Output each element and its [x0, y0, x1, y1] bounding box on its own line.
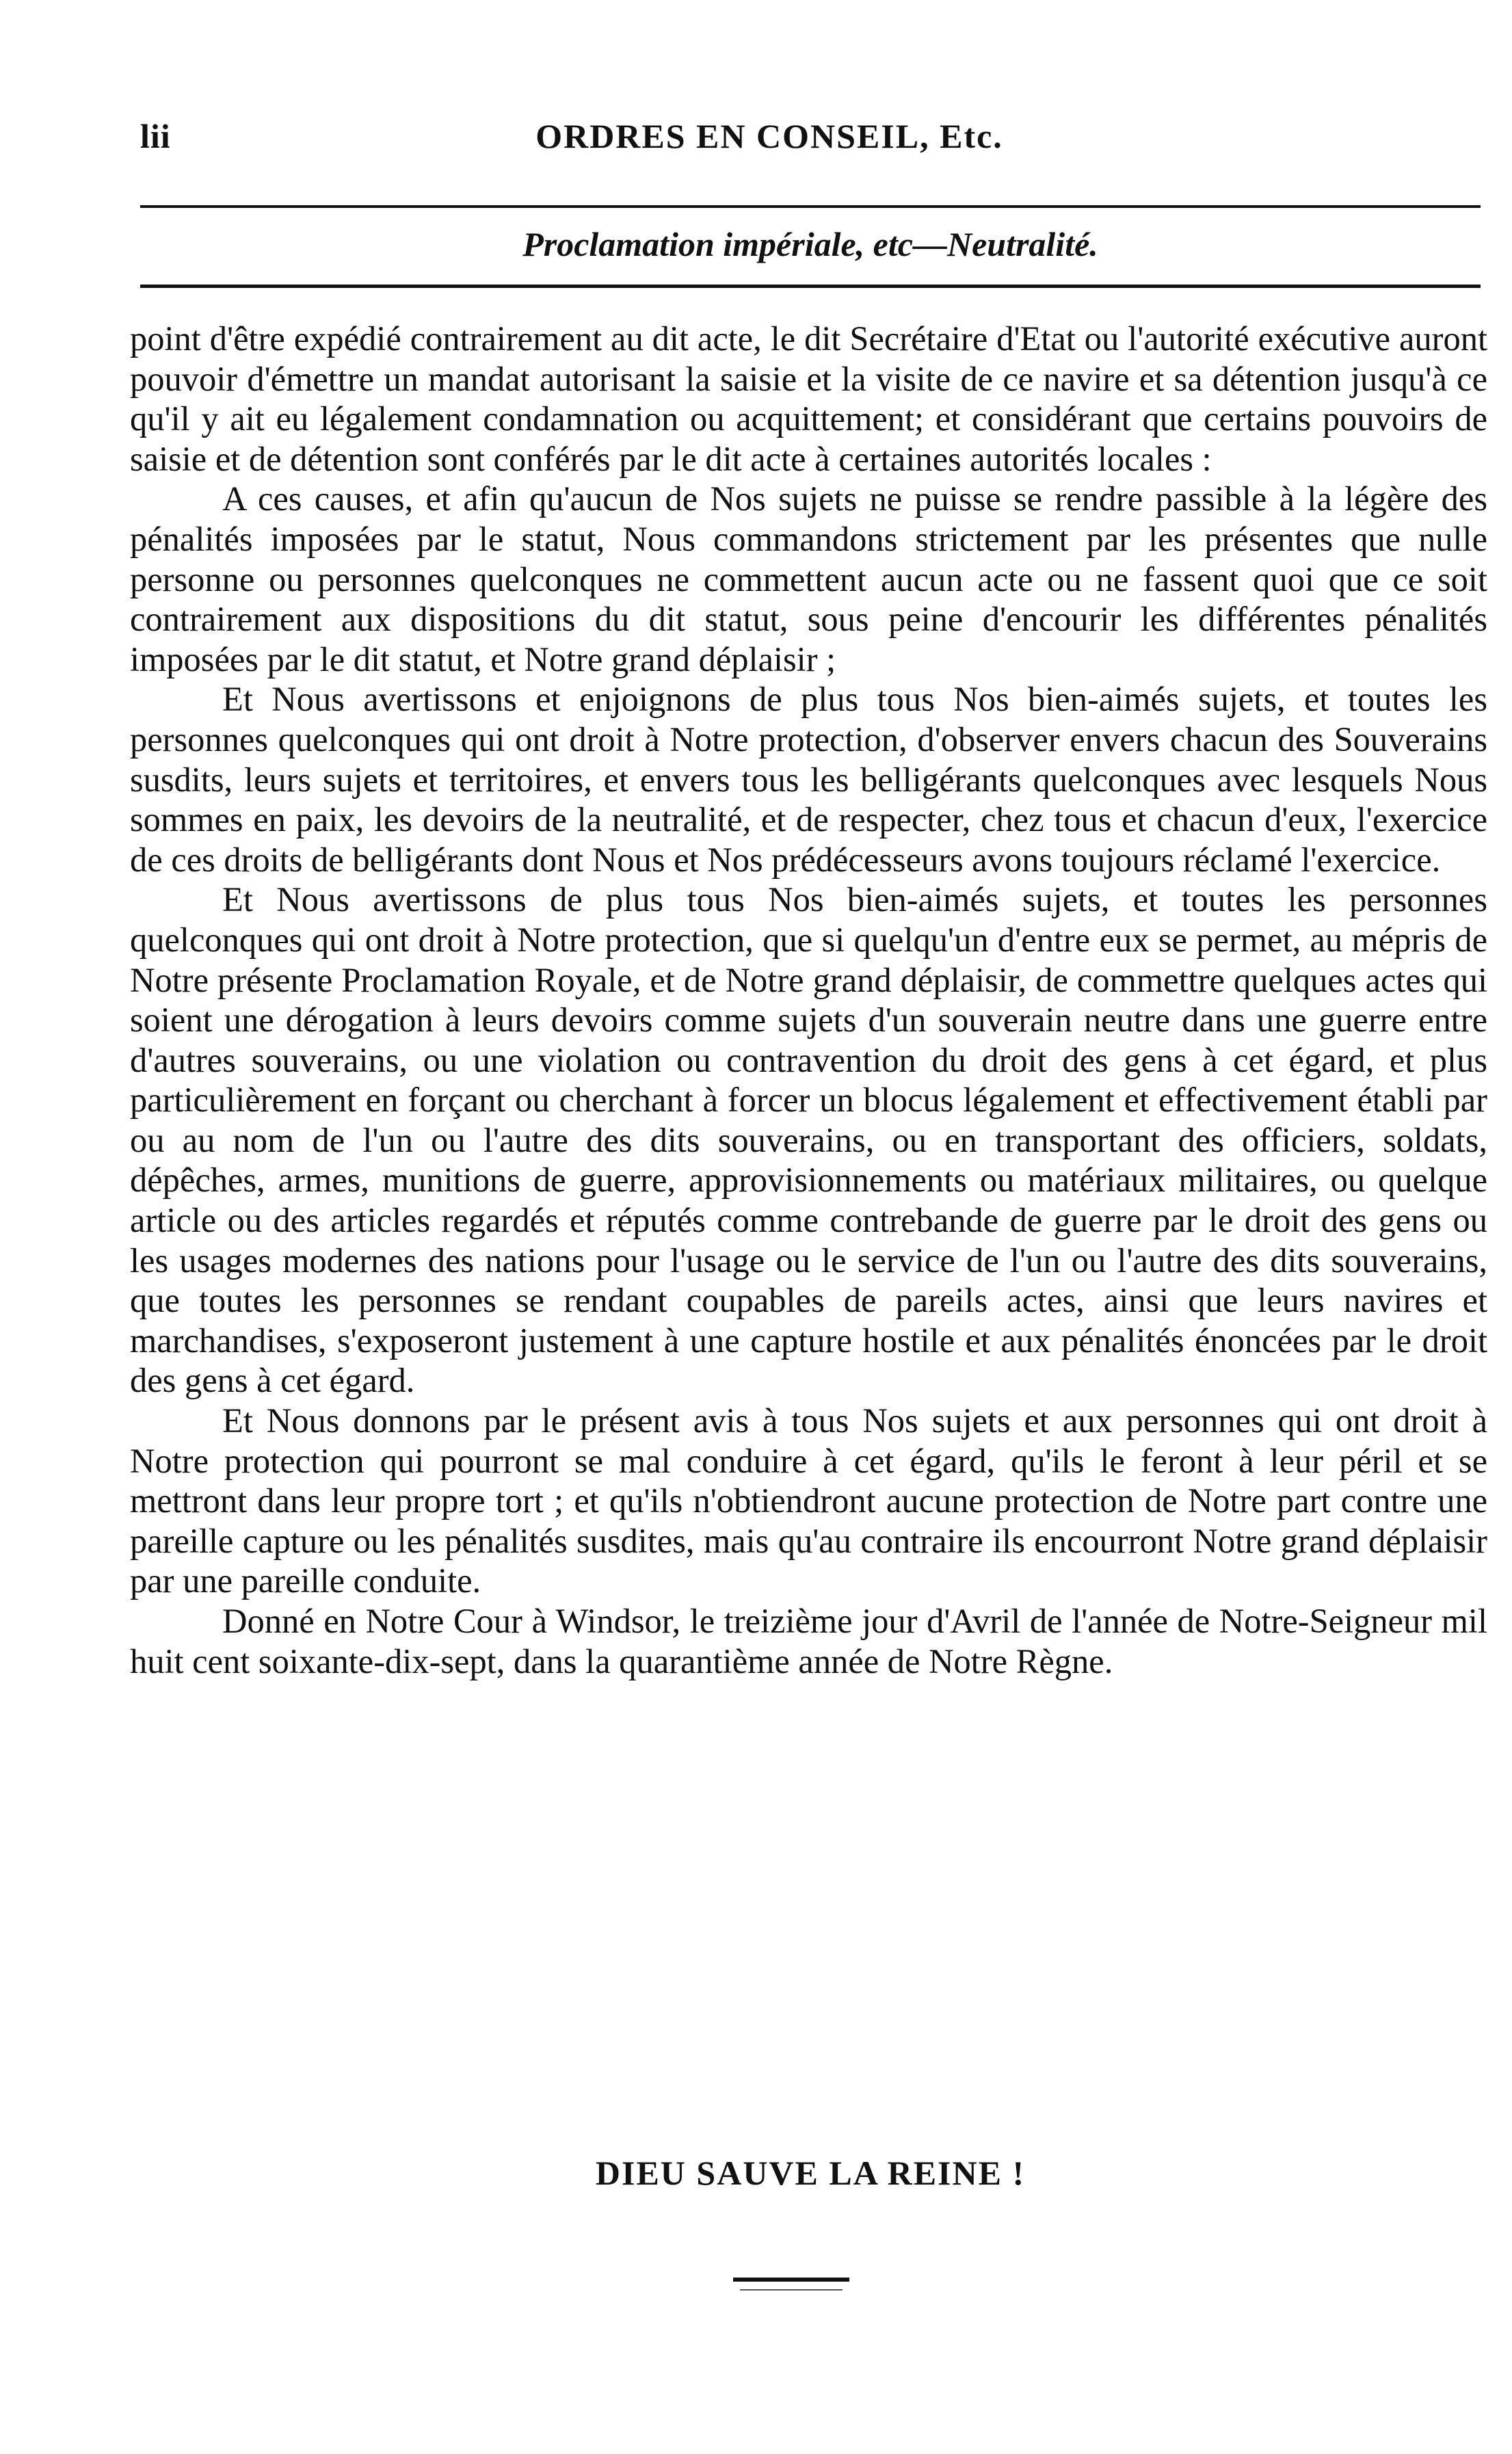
- paragraph-continuation: point d'être expédié contrairement au dit acte, le dit Secrétaire d'Etat ou l'autorité exécutive auront pouvoir d'émettre un mandat autorisant la saisie et la visite de ce navire et sa détention jusqu'à ce qu'il y ait eu légalement condamnation ou acquittement; et considérant que certains pouvoirs de saisie et de détention sont conférés par le dit acte à certaines autorités locales :: [130, 319, 1487, 478]
- page-header: [140, 116, 1481, 171]
- paragraph: Et Nous avertissons et enjoignons de plus tous Nos bien-aimés sujets, et toutes les personnes quelconques qui ont droit à Notre protection, d'observer envers chacun des Souverains susdits, leurs sujets et territoires, et envers tous les belligérants quelconques avec lesquels Nous sommes en paix, les devoirs de la neutralité, et de respecter, chez tous et chacun d'eux, l'exercice de ces droits de belligérants dont Nous et Nos prédécesseurs avons toujours réclamé l'exercice.: [130, 680, 1487, 879]
- paragraph: Et Nous donnons par le présent avis à tous Nos sujets et aux personnes qui ont droit à Notre protection qui pourront se mal conduire à cet égard, qu'ils le feront à leur péril et se mettront dans leur propre tort ; et qu'ils n'obtiendront aucune protection de Notre part contre une pareille capture ou les pénalités susdites, mais qu'au contraire ils encourront Notre grand déplaisir par une pareille conduite.: [130, 1401, 1487, 1600]
- paragraph: A ces causes, et afin qu'aucun de Nos sujets ne puisse se rendre passible à la légère des pénalités imposées par le statut, Nous commandons strictement par les présentes que nulle personne ou personnes quelconques ne commettent aucun acte ou ne fassent quoi que ce soit contrairement aux dispositions du dit statut, sous peine d'encourir les différentes pénalités imposées par le dit statut, et Notre grand déplaisir ;: [130, 479, 1487, 678]
- end-rule: [733, 2278, 849, 2282]
- header-rule-bottom: [140, 285, 1481, 288]
- paragraph: Et Nous avertissons de plus tous Nos bien-aimés sujets, et toutes les personnes quelconques qui ont droit à Notre protection, que si quelqu'un d'entre eux se permet, au mépris de Notre présente Proclamation Royale, et de Notre grand déplaisir, de commettre quelques actes qui soient une dérogation à leurs devoirs comme sujets d'un souverain neutre dans une guerre entre d'autres souverains, ou une violation ou contravention du droit des gens à cet égard, et plus particulièrement en forçant ou cherchant à forcer un blocus légalement et effectivement établi par ou au nom de l'un ou l'autre des dits souverains, ou en transportant des officiers, soldats, dépêches, armes, munitions de guerre, approvisionnements ou matériaux militaires, ou quelque article ou des articles regardés et réputés comme contrebande de guerre par le droit des gens ou les usages modernes des nations pour l'usage ou le service de l'un ou l'autre des dits souverains, que toutes les personnes se rendant coupables de pareils actes, ainsi que leurs navires et marchandises, s'exposeront justement à une capture hostile et aux pénalités énoncées par le droit des gens à cet égard.: [130, 880, 1487, 1400]
- running-title: ORDRES EN CONSEIL, Etc.: [535, 117, 1003, 155]
- page-number: lii: [140, 117, 171, 155]
- paragraph-dated: Donné en Notre Cour à Windsor, le treizième jour d'Avril de l'année de Notre-Seigneur mil huit cent soixante-dix-sept, dans la quarantième année de Notre Règne.: [130, 1602, 1487, 1680]
- body-text: [130, 319, 1487, 1681]
- closing-line: DIEU SAUVE LA REINE !: [595, 2154, 1026, 2192]
- header-rule-top: [140, 205, 1481, 208]
- section-title: Proclamation impériale, etc—Neutralité.: [522, 225, 1098, 263]
- end-rule-thin: [740, 2289, 843, 2291]
